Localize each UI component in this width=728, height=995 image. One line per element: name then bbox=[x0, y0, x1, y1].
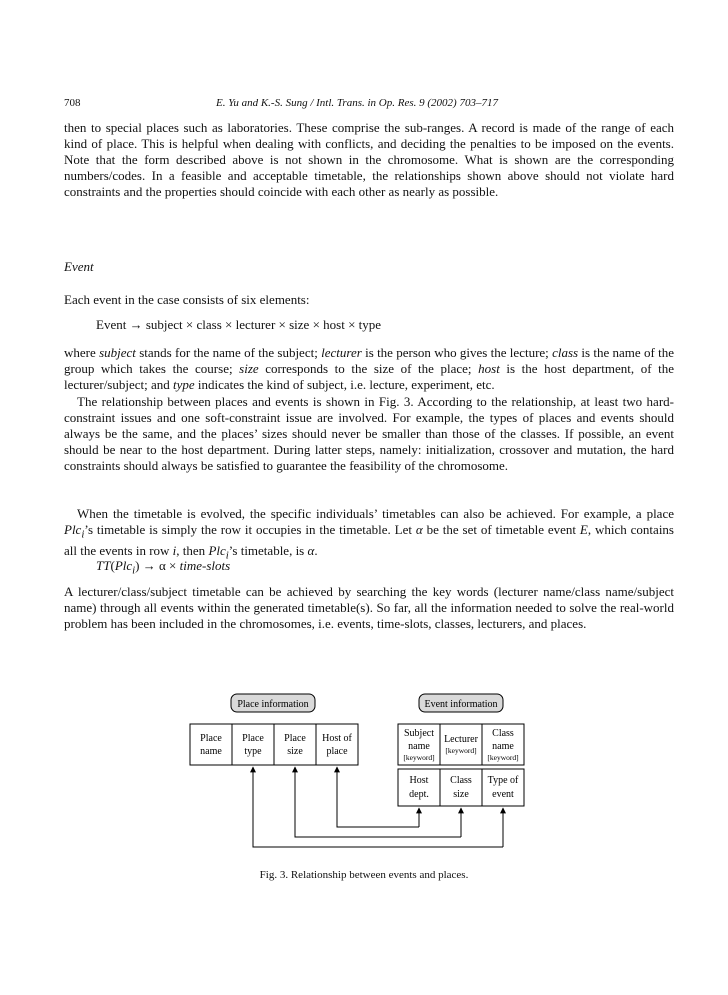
place-cell-size-l2: size bbox=[287, 746, 303, 757]
event-cell-subject-l2: name bbox=[408, 741, 430, 752]
place-cell-name-l2: name bbox=[200, 746, 222, 757]
place-table bbox=[190, 724, 358, 765]
tt-formula: TT(Plc$_i$) → α × time-slots bbox=[96, 558, 231, 577]
place-cell-host-l2: place bbox=[326, 746, 348, 757]
event-cell-host-l1: Host bbox=[409, 775, 429, 786]
event-cell-type-l1: Type of bbox=[487, 775, 519, 786]
event-cell-class-l2: name bbox=[492, 741, 514, 752]
paragraph-event-definitions: where subject stands for the name of the subject; lecturer is the person who gives the lecture; class is the name of the group which takes the course; size corresponds to the size of the place; host is the host department, of the lecturer/subject; and type indicates the kind of subject, i.e. lecture, experiment, etc. bbox=[64, 345, 675, 393]
event-cell-lecturer-l1: Lecturer bbox=[444, 734, 478, 745]
figure-caption: Fig. 3. Relationship between events and places. bbox=[259, 869, 469, 881]
place-cell-size-l1: Place bbox=[284, 733, 306, 744]
event-cell-subject-l1: Subject bbox=[404, 728, 434, 739]
event-cell-classsize-l1: Class bbox=[450, 775, 472, 786]
event-cell-type-l2: event bbox=[492, 789, 514, 800]
section-heading-event: Event bbox=[64, 259, 94, 274]
connector-host bbox=[337, 767, 419, 827]
svg-text:Place information: Place information bbox=[237, 699, 309, 710]
running-head: E. Yu and K.-S. Sung / Intl. Trans. in Op. Res. 9 (2002) 703–717 bbox=[216, 97, 498, 109]
place-cell-type-l1: Place bbox=[242, 733, 264, 744]
place-cell-name-l1: Place bbox=[200, 733, 222, 744]
event-cell-classsize-l2: size bbox=[453, 789, 469, 800]
event-formula: Event → subject × class × lecturer × size × host × type bbox=[96, 317, 382, 332]
paragraph-places: then to special places such as laboratories. These comprise the sub-ranges. A record is made of the range of each kind of place. This is helpful when dealing with conflicts, and deciding the penalties to be imposed on the events. Note that the form described above is not shown in the chromosome. What is shown are the corresponding numbers/codes. In a feasible and acceptable timetable, the relationships shown above should not violate hard constraints and the properties should coincide with each other as nearly as possible. bbox=[64, 120, 674, 200]
page-number: 708 bbox=[64, 97, 81, 109]
place-info-label bbox=[231, 694, 315, 712]
svg-text:Event information: Event information bbox=[424, 699, 498, 710]
event-cell-subject-l3: [keyword] bbox=[403, 753, 435, 762]
place-cell-host-l1: Host of bbox=[322, 733, 352, 744]
event-cell-class-l3: [keyword] bbox=[487, 753, 519, 762]
event-cell-lecturer-l2: [keyword] bbox=[445, 746, 477, 755]
paragraph-individual-timetables: When the timetable is evolved, the specific individuals’ timetables can also be achieved. For example, a place Plc$_i$’s timetable is simply the row it occupies in the timetable. Let α be the set of timetable event E, which contains all the events in row i, then Plc$_i$’s timetable, is α. bbox=[64, 506, 674, 562]
place-cell-type-l2: type bbox=[244, 746, 262, 757]
paragraph-event-intro: Each event in the case consists of six elements: bbox=[64, 292, 310, 307]
paragraph-keyword-search: A lecturer/class/subject timetable can be achieved by searching the key words (lecturer name/class name/subject name) through all events within the generated timetable(s). So far, all the information needed to solve the real-world problem has been included in the chromosomes, i.e. events, time-slots, classes, lecturers, and places. bbox=[64, 584, 674, 632]
event-cell-class-l1: Class bbox=[492, 728, 514, 739]
event-cell-host-l2: dept. bbox=[409, 789, 429, 800]
event-info-label bbox=[419, 694, 503, 712]
paragraph-relationship: The relationship between places and events is shown in Fig. 3. According to the relationship, at least two hard-constraint issues and one soft-constraint issue are involved. For example, the types of places and events should always be the same, and the places’ sizes should never be smaller than those of the classes. If possible, an event should be near to the host department. During latter steps, namely: initialization, crossover and mutation, the hard constraints should always be satisfied to guarantee the feasibility of the chromosome. bbox=[64, 394, 674, 474]
